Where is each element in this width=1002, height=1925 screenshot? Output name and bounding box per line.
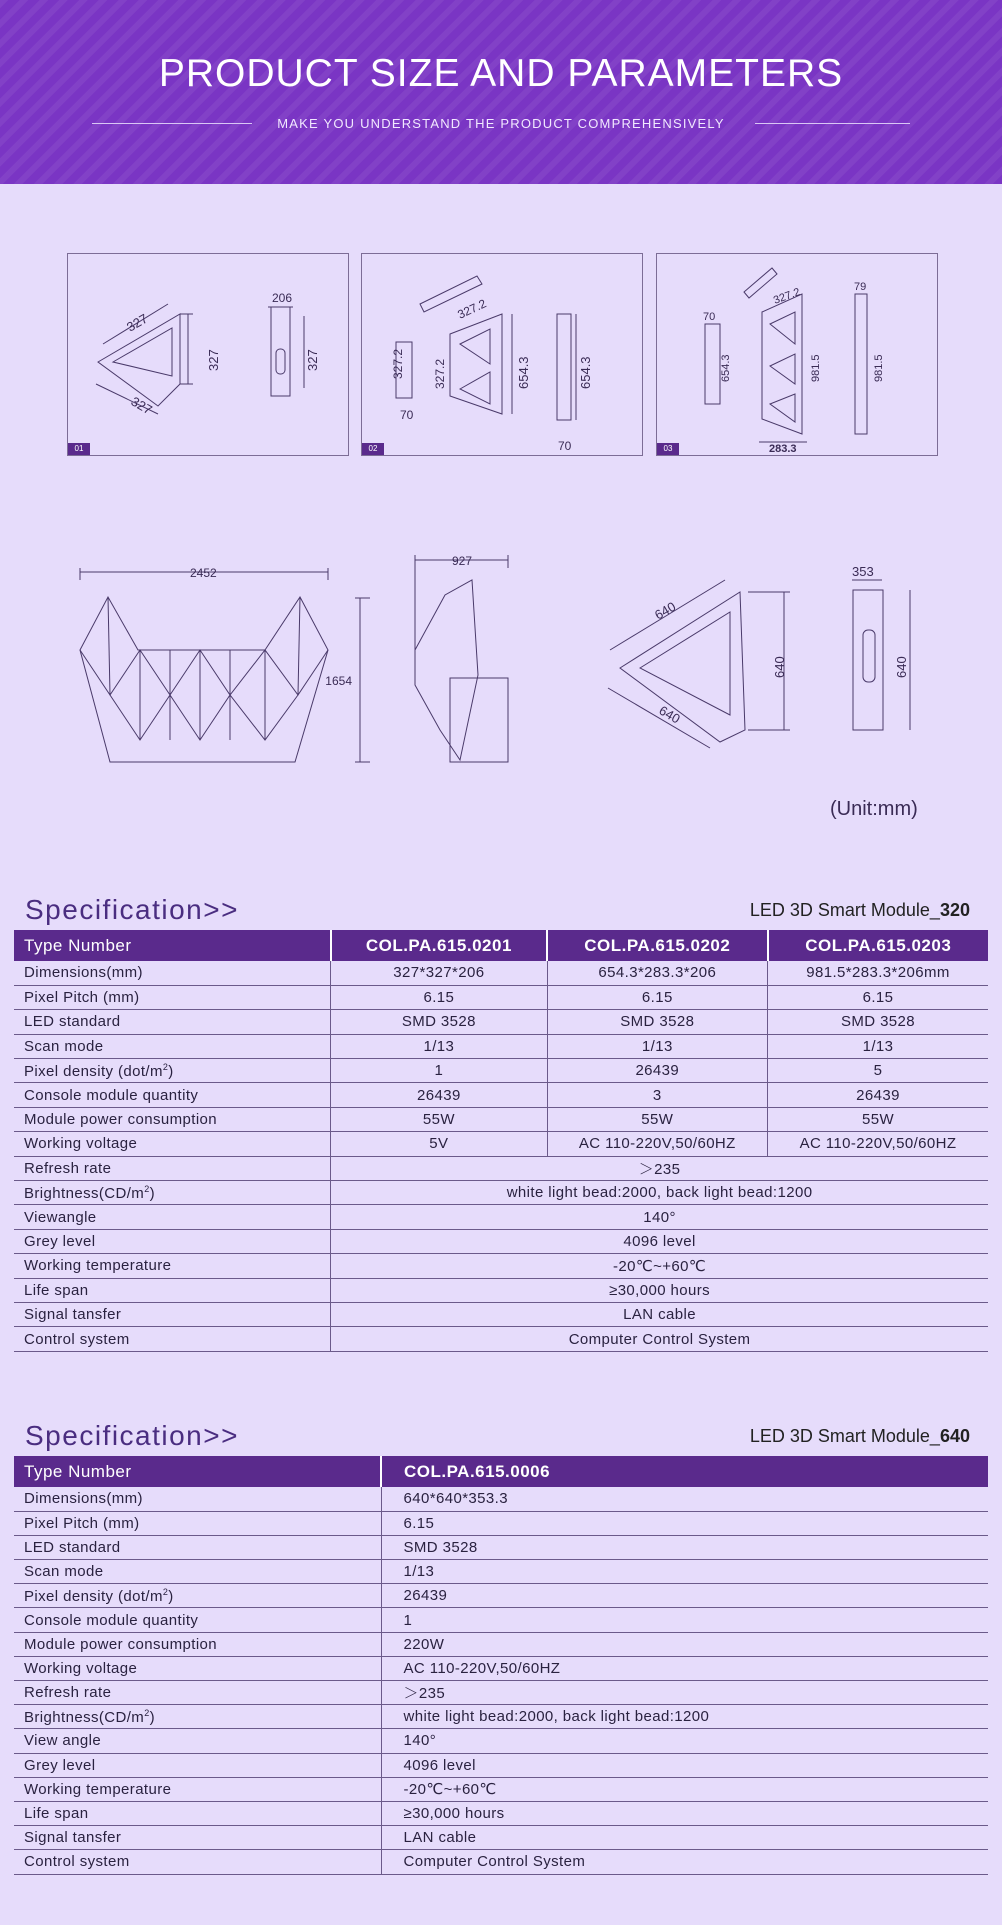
table-row [14, 985, 988, 1009]
svg-text:327.2: 327.2 [433, 358, 447, 389]
svg-text:327: 327 [206, 349, 221, 371]
svg-text:79: 79 [854, 281, 867, 293]
drawing-panel-01 [67, 253, 349, 456]
svg-text:327.2: 327.2 [771, 286, 802, 307]
cell-value: 6.15 [381, 1511, 988, 1535]
row-label: Dimensions(mm) [14, 961, 331, 985]
row-label: Pixel density $(dot/m^2)$ [14, 1584, 381, 1608]
cell-value: Computer Control System [381, 1850, 988, 1874]
svg-text:327.2: 327.2 [455, 296, 489, 322]
cell-value: white light bead:2000, back light bead:1200 [381, 1705, 988, 1729]
table-row [14, 1681, 988, 1705]
svg-text:981.5: 981.5 [873, 354, 885, 382]
cell-value: SMD 3528 [331, 1010, 547, 1034]
cell-value: SMD 3528 [768, 1010, 988, 1034]
table-row [14, 1059, 988, 1083]
spec-model: LED 3D Smart Module_320 [749, 900, 970, 920]
svg-text:640: 640 [652, 598, 679, 623]
column-header: COL.PA.615.0203 [768, 930, 988, 961]
panel-number: 02 [362, 443, 384, 455]
drawing-panel-02 [361, 253, 643, 456]
row-label: Dimensions(mm) [14, 1487, 381, 1511]
table-row [14, 1302, 988, 1326]
cell-value: AC 110-220V,50/60HZ [381, 1656, 988, 1680]
cell-value: SMD 3528 [381, 1535, 988, 1559]
table-row [14, 1801, 988, 1825]
row-label: Life span [14, 1278, 331, 1302]
svg-text:327: 327 [128, 393, 155, 418]
unit-label: (Unit:mm) [830, 798, 918, 820]
row-label: Grey level [14, 1753, 381, 1777]
row-label: Viewangle [14, 1205, 331, 1229]
cell-value: LAN cable [331, 1302, 988, 1326]
column-header: COL.PA.615.0006 [381, 1456, 988, 1487]
row-label: Refresh rate [14, 1681, 381, 1705]
svg-text:1654: 1654 [325, 674, 352, 688]
svg-text:206: 206 [272, 291, 293, 305]
double-module-drawing [362, 254, 644, 457]
cell-value: 327*327*206 [331, 961, 547, 985]
svg-text:70: 70 [703, 311, 716, 323]
row-label: Working temperature [14, 1254, 331, 1278]
row-label: Signal tansfer [14, 1826, 381, 1850]
cell-value: 1/13 [381, 1560, 988, 1584]
svg-text:327.2: 327.2 [391, 348, 405, 379]
cell-value: 654.3*283.3*206 [547, 961, 767, 985]
spec-title: Specification>> [25, 1420, 239, 1451]
row-label: Module power consumption [14, 1107, 331, 1131]
spec-table-640 [14, 1456, 988, 1875]
cell-value: 1/13 [768, 1034, 988, 1058]
cell-value: SMD 3528 [547, 1010, 767, 1034]
cell-value: white light bead:2000, back light bead:1200 [331, 1181, 988, 1205]
table-row [14, 1584, 988, 1608]
cell-value: 5V [331, 1132, 547, 1156]
row-label: Scan mode [14, 1560, 381, 1584]
header-banner [0, 0, 1002, 184]
svg-text:640: 640 [772, 656, 787, 678]
table-row [14, 1777, 988, 1801]
table-row [14, 1132, 988, 1156]
table-row [14, 961, 988, 985]
cell-value: 6.15 [768, 985, 988, 1009]
spec-table-320 [14, 930, 988, 1352]
table-row [14, 1705, 988, 1729]
row-label: Signal tansfer [14, 1302, 331, 1326]
triple-module-drawing [657, 254, 939, 457]
table-row [14, 1535, 988, 1559]
row-label: Working voltage [14, 1656, 381, 1680]
panel-number: 01 [68, 443, 90, 455]
table-row [14, 1487, 988, 1511]
cell-value: 981.5*283.3*206mm [768, 961, 988, 985]
cell-value: 1 [381, 1608, 988, 1632]
cell-value: 4096 level [331, 1229, 988, 1253]
table-row [14, 1850, 988, 1874]
cell-value: 26439 [381, 1584, 988, 1608]
table-row [14, 1205, 988, 1229]
cell-value: 5 [768, 1059, 988, 1083]
cell-value: 640*640*353.3 [381, 1487, 988, 1511]
svg-text:640: 640 [656, 702, 683, 727]
panel-number: 03 [657, 443, 679, 455]
row-label: LED standard [14, 1010, 331, 1034]
row-label: Module power consumption [14, 1632, 381, 1656]
table-row [14, 1327, 988, 1351]
cell-value: LAN cable [381, 1826, 988, 1850]
row-label: Refresh rate [14, 1156, 331, 1180]
svg-text:70: 70 [400, 408, 414, 422]
subtitle-row [92, 114, 910, 134]
row-label: Working temperature [14, 1777, 381, 1801]
cell-value: ＞235 [331, 1156, 988, 1180]
column-header: Type Number [14, 1456, 381, 1487]
table-header-row [14, 930, 988, 961]
svg-text:283.3: 283.3 [769, 443, 797, 455]
table-row [14, 1181, 988, 1205]
table-row [14, 1753, 988, 1777]
row-label: Control system [14, 1850, 381, 1874]
row-label: Pixel density $(dot/m^2)$ [14, 1059, 331, 1083]
column-header: COL.PA.615.0202 [547, 930, 767, 961]
column-header: Type Number [14, 930, 331, 961]
column-header: COL.PA.615.0201 [331, 930, 547, 961]
table-row [14, 1254, 988, 1278]
svg-text:327: 327 [305, 349, 320, 371]
svg-text:70: 70 [558, 439, 572, 453]
row-label: Pixel Pitch (mm) [14, 985, 331, 1009]
row-label: $Brightness(CD/m^2)$ [14, 1181, 331, 1205]
row-label: Control system [14, 1327, 331, 1351]
cell-value: AC 110-220V,50/60HZ [547, 1132, 767, 1156]
cell-value: 55W [547, 1107, 767, 1131]
cell-value: 140° [381, 1729, 988, 1753]
cell-value: Computer Control System [331, 1327, 988, 1351]
cell-value: 55W [768, 1107, 988, 1131]
cell-value: 6.15 [547, 985, 767, 1009]
row-label: Pixel Pitch (mm) [14, 1511, 381, 1535]
cell-value: 26439 [331, 1083, 547, 1107]
page-subtitle: MAKE YOU UNDERSTAND THE PRODUCT COMPREHENSIVELY [277, 116, 725, 131]
row-label: View angle [14, 1729, 381, 1753]
table-row [14, 1107, 988, 1131]
cell-value: 26439 [547, 1059, 767, 1083]
spec-title: Specification>> [25, 894, 239, 925]
cell-value: -20℃~+60℃ [381, 1777, 988, 1801]
table-row [14, 1656, 988, 1680]
row-label: Console module quantity [14, 1083, 331, 1107]
drawing-panel-03 [656, 253, 938, 456]
row-label: $Brightness(CD/m^2)$ [14, 1705, 381, 1729]
cell-value: ≥30,000 hours [331, 1278, 988, 1302]
table-row [14, 1278, 988, 1302]
cell-value: 1/13 [547, 1034, 767, 1058]
cell-value: 4096 level [381, 1753, 988, 1777]
cell-value: 6.15 [331, 985, 547, 1009]
cell-value: 1/13 [331, 1034, 547, 1058]
table-header-row [14, 1456, 988, 1487]
row-label: Life span [14, 1801, 381, 1825]
cell-value: ＞235 [381, 1681, 988, 1705]
svg-text:640: 640 [894, 656, 909, 678]
cell-value: 220W [381, 1632, 988, 1656]
table-row [14, 1229, 988, 1253]
page-title: PRODUCT SIZE AND PARAMETERS [158, 52, 844, 95]
svg-text:2452: 2452 [190, 566, 217, 580]
table-row [14, 1632, 988, 1656]
row-label: Grey level [14, 1229, 331, 1253]
table-row [14, 1156, 988, 1180]
installation-drawing [60, 550, 930, 770]
table-row [14, 1826, 988, 1850]
svg-text:353: 353 [852, 564, 874, 579]
cell-value: -20℃~+60℃ [331, 1254, 988, 1278]
cell-value: 26439 [768, 1083, 988, 1107]
cell-value: 55W [331, 1107, 547, 1131]
spec-model: LED 3D Smart Module_640 [749, 1426, 970, 1446]
table-row [14, 1010, 988, 1034]
cell-value: ≥30,000 hours [381, 1801, 988, 1825]
table-row [14, 1608, 988, 1632]
table-row [14, 1729, 988, 1753]
divider-line [755, 123, 910, 124]
svg-text:327: 327 [124, 310, 151, 335]
row-label: Console module quantity [14, 1608, 381, 1632]
cell-value: AC 110-220V,50/60HZ [768, 1132, 988, 1156]
table-row [14, 1560, 988, 1584]
svg-text:981.5: 981.5 [810, 354, 822, 382]
table-row [14, 1034, 988, 1058]
table-row [14, 1083, 988, 1107]
row-label: Scan mode [14, 1034, 331, 1058]
row-label: Working voltage [14, 1132, 331, 1156]
cell-value: 140° [331, 1205, 988, 1229]
table-row [14, 1511, 988, 1535]
cell-value: 1 [331, 1059, 547, 1083]
svg-text:927: 927 [452, 554, 473, 568]
cell-value: 3 [547, 1083, 767, 1107]
svg-text:654.3: 654.3 [516, 356, 531, 389]
svg-text:654.3: 654.3 [578, 356, 593, 389]
row-label: LED standard [14, 1535, 381, 1559]
svg-text:654.3: 654.3 [720, 354, 732, 382]
triangle-module-drawing [68, 254, 350, 457]
